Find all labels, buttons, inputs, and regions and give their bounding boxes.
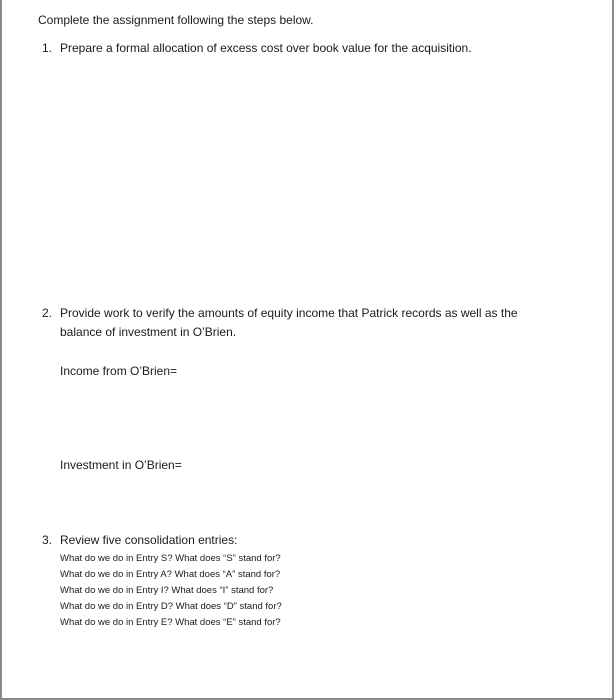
entry-e-question: What do we do in Entry E? What does “E” stand for? [60,617,281,628]
entry-a-question: What do we do in Entry A? What does “A” stand for? [60,569,281,580]
entry-s-question: What do we do in Entry S? What does “S” stand for? [60,553,281,564]
entry-d-question: What do we do in Entry D? What does “D” stand for? [60,601,282,612]
investment-label: Investment in O’Brien= [60,458,182,472]
income-label: Income from O’Brien= [60,364,178,378]
entry-i-question: What do we do in Entry I? What does “I” stand for? [60,585,274,596]
question-1-number: 1. [42,41,53,55]
intro-text: Complete the assignment following the steps below. [38,13,314,27]
entry-list [60,551,282,631]
question-2-number: 2. [42,306,53,320]
question-3-number: 3. [42,533,53,547]
question-1-text: Prepare a formal allocation of excess cost over book value for the acquisition. [60,41,472,55]
question-2-text-line1: Provide work to verify the amounts of equity income that Patrick records as well as the [60,306,518,320]
question-3-text: Review five consolidation entries: [60,533,238,547]
question-2-text-line2: balance of investment in O’Brien. [60,325,237,339]
